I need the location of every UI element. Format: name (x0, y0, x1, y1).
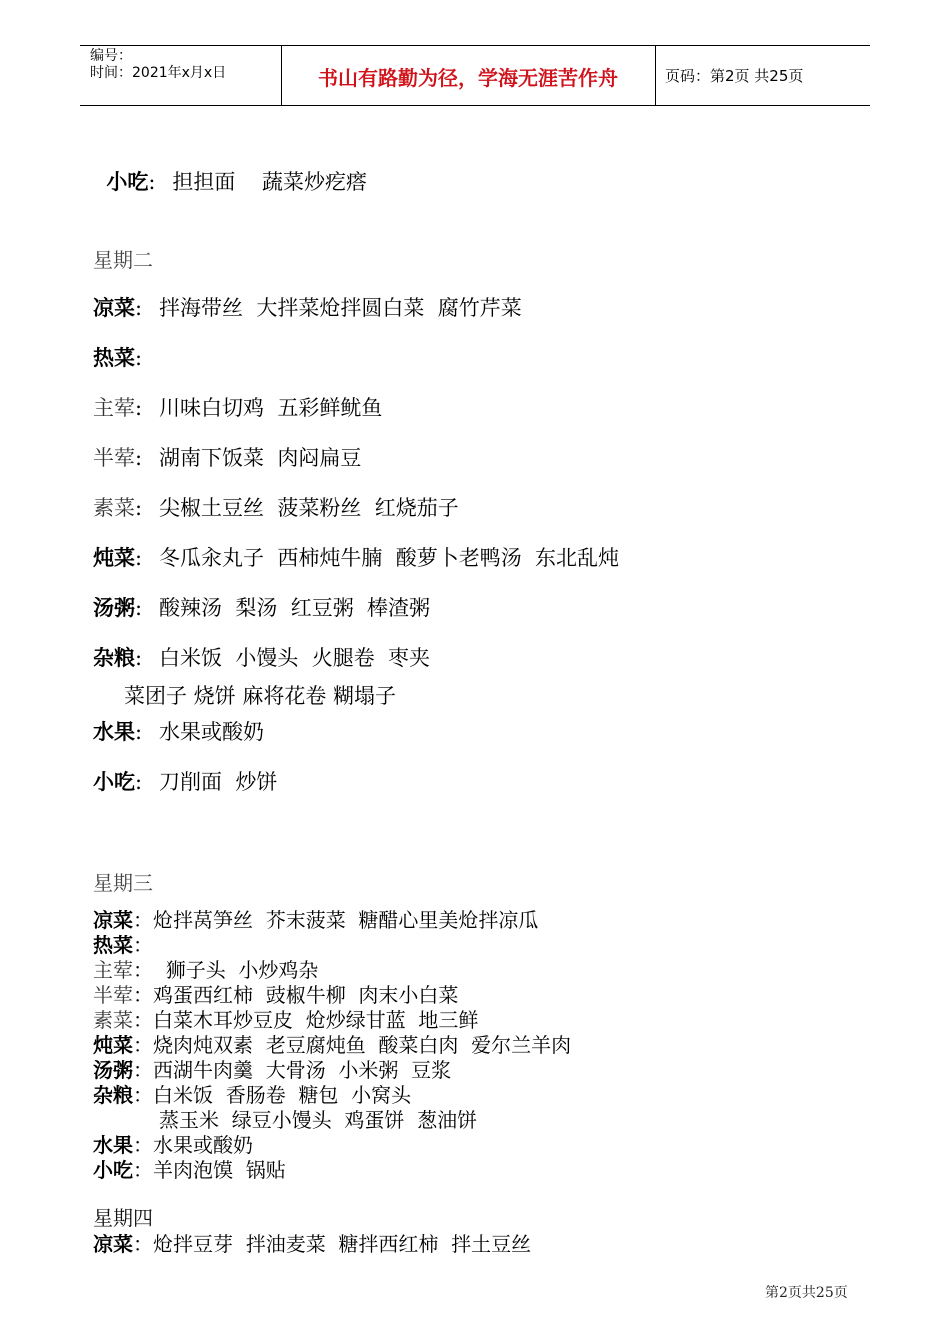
menu-row: 凉菜: 拌海带丝 大拌菜炝拌圆白菜 腐竹芹菜 (93, 296, 522, 320)
row-value: 水果或酸奶 (153, 1133, 253, 1157)
row-label: 主荤 (93, 396, 135, 420)
row-value: 鸡蛋西红柿 豉椒牛柳 肉末小白菜 (153, 983, 459, 1007)
menu-row: 热菜： (93, 933, 153, 957)
menu-row: 水果: 水果或酸奶 (93, 720, 264, 744)
row-label: 热菜 (93, 933, 133, 957)
row-label: 热菜 (93, 346, 135, 370)
row-value: 白菜木耳炒豆皮 炝炒绿甘蓝 地三鲜 (153, 1008, 479, 1032)
row-label: 半荤 (93, 983, 133, 1007)
row-value: 湖南下饭菜 肉闷扁豆 (159, 446, 362, 470)
document-time-label: 时间：2021年x月x日 (90, 65, 227, 81)
row-value: 水果或酸奶 (159, 720, 264, 744)
document-number-label: 编号： (90, 48, 132, 64)
day-heading: 星期四 (93, 1206, 153, 1230)
menu-row: 素菜：白菜木耳炒豆皮 炝炒绿甘蓝 地三鲜 (93, 1008, 479, 1032)
row-label: 素菜 (93, 1008, 133, 1032)
row-value: 冬瓜汆丸子 西柿炖牛腩 酸萝卜老鸭汤 东北乱炖 (159, 546, 620, 570)
menu-row: 主荤： 狮子头 小炒鸡杂 (93, 958, 319, 982)
row-value: 白米饭 小馒头 火腿卷 枣夹 (159, 646, 431, 670)
menu-row: 半荤：鸡蛋西红柿 豉椒牛柳 肉末小白菜 (93, 983, 459, 1007)
row-label: 主荤 (93, 958, 133, 982)
page-footer: 第2页共25页 (765, 1285, 848, 1301)
header-bottom-rule (80, 105, 870, 106)
page-header (80, 45, 870, 105)
row-label: 水果 (93, 720, 135, 744)
row-label: 半荤 (93, 446, 135, 470)
menu-row: 杂粮: 白米饭 小馒头 火腿卷 枣夹 (93, 646, 431, 670)
row-label: 小吃 (106, 170, 149, 194)
row-label: 素菜 (93, 496, 135, 520)
menu-row: 凉菜：炝拌豆芽 拌油麦菜 糖拌西红柿 拌土豆丝 (93, 1232, 532, 1256)
row-label: 凉菜 (93, 296, 135, 320)
menu-row-continuation (124, 680, 396, 710)
row-value: 西湖牛肉羹 大骨汤 小米粥 豆浆 (153, 1058, 452, 1082)
row-value: 炝拌莴笋丝 芥末菠菜 糖醋心里美炝拌凉瓜 (153, 908, 539, 932)
row-value: 狮子头 小炒鸡杂 (153, 958, 319, 982)
menu-row: 小吃：羊肉泡馍 锅贴 (93, 1158, 286, 1182)
row-label: 杂粮 (93, 646, 135, 670)
menu-row: 汤粥: 酸辣汤 梨汤 红豆粥 棒渣粥 (93, 596, 431, 620)
menu-row: 凉菜：炝拌莴笋丝 芥末菠菜 糖醋心里美炝拌凉瓜 (93, 908, 539, 932)
day-heading: 星期三 (93, 871, 153, 895)
row-value: 菜团子 烧饼 麻将花卷 糊塌子 (124, 684, 397, 708)
row-label: 杂粮 (93, 1083, 133, 1107)
menu-row: 水果：水果或酸奶 (93, 1133, 253, 1157)
row-label: 小吃 (93, 770, 135, 794)
menu-row: 汤粥：西湖牛肉羹 大骨汤 小米粥 豆浆 (93, 1058, 452, 1082)
menu-row: 炖菜：烧肉炖双素 老豆腐炖鱼 酸菜白肉 爱尔兰羊肉 (93, 1033, 572, 1057)
row-value: 羊肉泡馍 锅贴 (153, 1158, 286, 1182)
row-label: 凉菜 (93, 1232, 133, 1256)
row-value: 拌海带丝 大拌菜炝拌圆白菜 腐竹芹菜 (159, 296, 522, 320)
row-label: 炖菜 (93, 546, 135, 570)
header-motto: 书山有路勤为径，学海无涯苦作舟 (318, 66, 618, 90)
row-label: 汤粥 (93, 596, 135, 620)
header-page-info: 页码：第2页 共25页 (665, 67, 804, 85)
row-value: 川味白切鸡 五彩鲜鱿鱼 (159, 396, 383, 420)
row-value: 烧肉炖双素 老豆腐炖鱼 酸菜白肉 爱尔兰羊肉 (153, 1033, 572, 1057)
row-value: 炝拌豆芽 拌油麦菜 糖拌西红柿 拌土豆丝 (153, 1232, 532, 1256)
row-value: 刀削面 炒饼 (159, 770, 278, 794)
menu-row: 热菜: (93, 346, 143, 370)
menu-row: 小吃: 担担面 蔬菜炒疙瘩 (106, 170, 368, 194)
row-value: 担担面 蔬菜炒疙瘩 (172, 170, 368, 194)
header-divider (655, 45, 656, 106)
row-label: 小吃 (93, 1158, 133, 1182)
menu-row: 素菜: 尖椒土豆丝 菠菜粉丝 红烧茄子 (93, 496, 459, 520)
row-value: 白米饭 香肠卷 糖包 小窝头 (153, 1083, 412, 1107)
menu-row: 杂粮：白米饭 香肠卷 糖包 小窝头 (93, 1083, 412, 1107)
day-heading: 星期二 (93, 248, 153, 272)
row-value: 酸辣汤 梨汤 红豆粥 棒渣粥 (159, 596, 431, 620)
header-top-rule (80, 45, 870, 46)
row-label: 汤粥 (93, 1058, 133, 1082)
menu-row: 炖菜: 冬瓜汆丸子 西柿炖牛腩 酸萝卜老鸭汤 东北乱炖 (93, 546, 620, 570)
row-value: 尖椒土豆丝 菠菜粉丝 红烧茄子 (159, 496, 459, 520)
menu-row: 主荤: 川味白切鸡 五彩鲜鱿鱼 (93, 396, 383, 420)
row-value: 蒸玉米 绿豆小馒头 鸡蛋饼 葱油饼 (159, 1108, 478, 1132)
menu-row: 半荤: 湖南下饭菜 肉闷扁豆 (93, 446, 362, 470)
row-label: 凉菜 (93, 908, 133, 932)
header-meta (90, 48, 226, 82)
row-label: 炖菜 (93, 1033, 133, 1057)
row-label: 水果 (93, 1133, 133, 1157)
menu-row: 小吃: 刀削面 炒饼 (93, 770, 278, 794)
